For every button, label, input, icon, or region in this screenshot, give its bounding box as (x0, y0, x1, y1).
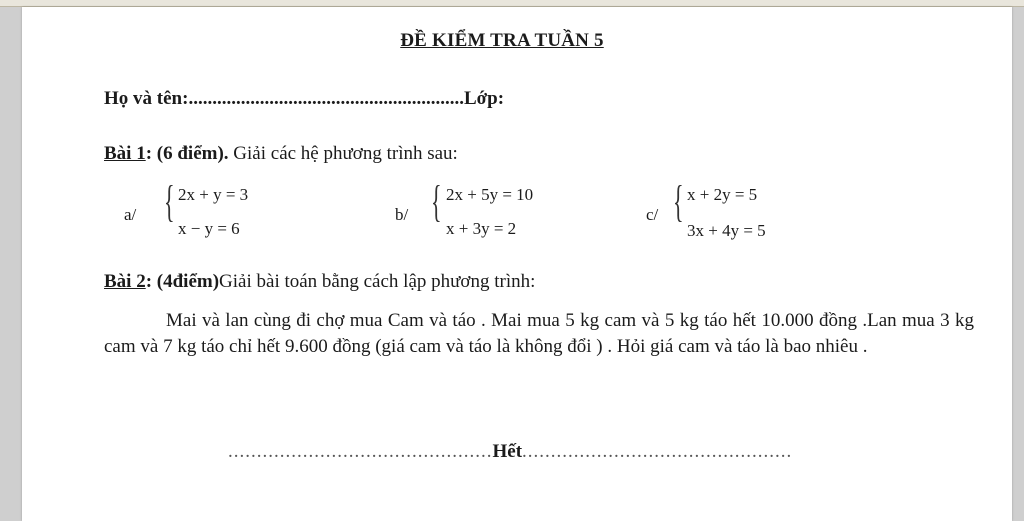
exercise2-heading (104, 271, 535, 293)
name-blank: .......................................................... (188, 88, 464, 109)
system-label: b/ (395, 205, 409, 224)
exercise2-text: Mai và lan cùng đi chợ mua Cam và táo . Mai mua 5 kg cam và 5 kg táo hết 10.000 đồng .Lan mua 3 kg cam và 7 kg táo chỉ hết 9.600 đồng (giá cam và táo là không đổi ) . Hỏi giá cam và táo là bao nhiêu . (104, 310, 974, 357)
brace-icon: { (673, 177, 684, 226)
system-label: c/ (646, 205, 659, 224)
equation: x + 3y = 2 (446, 219, 517, 238)
brace-icon: { (431, 177, 442, 226)
exercise2-instruction: Giải bài toán bằng cách lập phương trình: (219, 271, 536, 292)
exercise2-title: Bài 2 (104, 271, 146, 292)
exercise1-heading (104, 143, 458, 165)
end-dots-right: ............................................... (522, 441, 793, 462)
window-top-edge (0, 0, 1024, 7)
end-dots-left: .............................................. (228, 441, 493, 462)
system-label: a/ (124, 205, 137, 224)
end-label: Hết (492, 441, 523, 462)
end-marker (228, 441, 792, 463)
exercise2-points: : (4điểm) (145, 271, 220, 292)
equation: x − y = 6 (178, 219, 240, 238)
brace-icon: { (164, 177, 175, 226)
class-label: Lớp: (463, 88, 505, 109)
student-info-line (104, 88, 504, 110)
document-title: ĐỀ KIỂM TRA TUẦN 5 (400, 30, 604, 51)
name-label: Họ và tên: (104, 88, 189, 109)
exercise1-points: : (6 điểm). (145, 143, 229, 164)
equation: 2x + 5y = 10 (446, 185, 534, 204)
exercise1-title: Bài 1 (104, 143, 146, 164)
equation: 3x + 4y = 5 (687, 221, 766, 240)
exercise1-instruction: Giải các hệ phương trình sau: (228, 143, 458, 164)
equation: x + 2y = 5 (687, 185, 758, 204)
equation: 2x + y = 3 (178, 185, 249, 204)
